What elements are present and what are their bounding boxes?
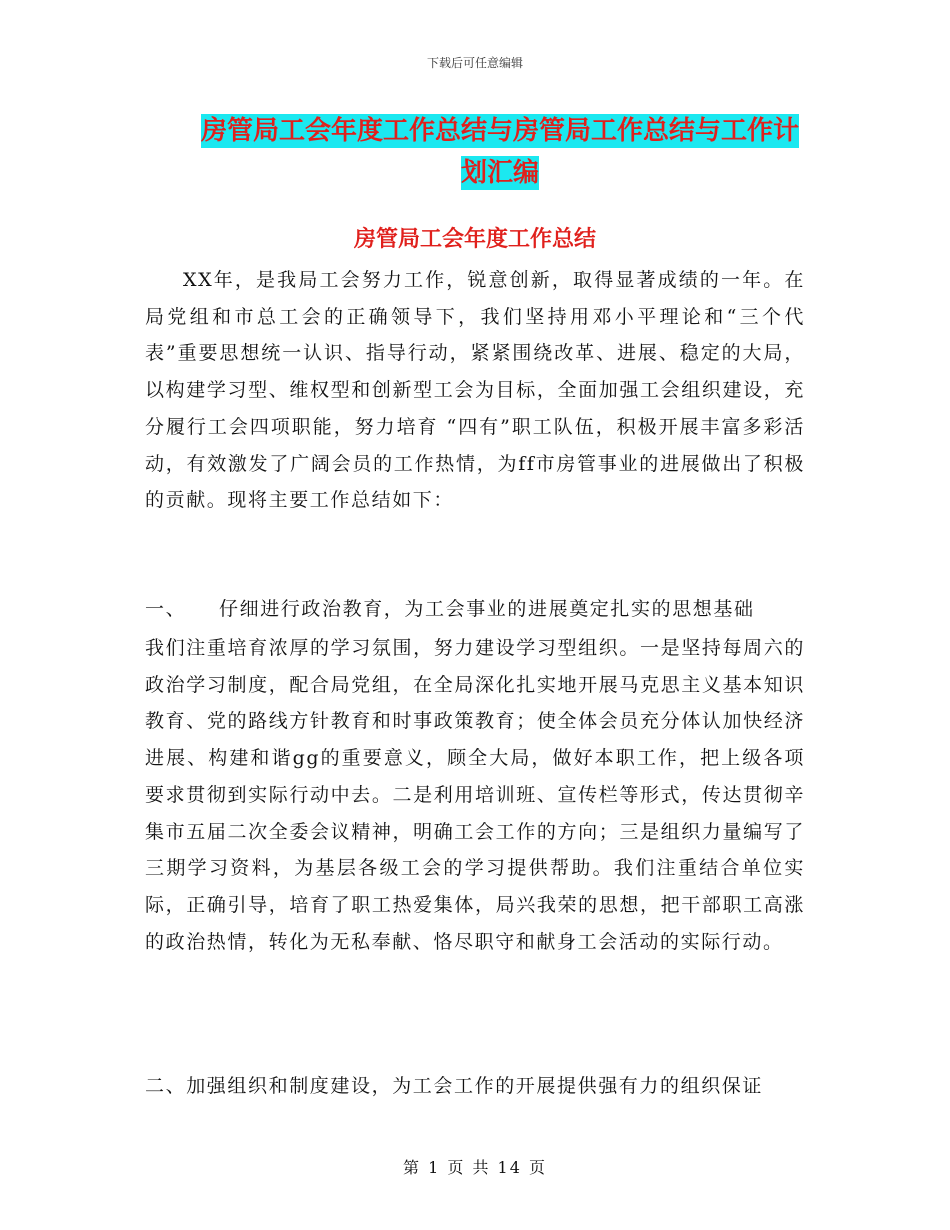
body-paragraph: 我们注重培育浓厚的学习氛围，努力建设学习型组织。一是坚持每周六的政治学习制度，配合局党组，在全局深化扎实地开展马克思主义基本知识教育、党的路线方针教育和时事政策教育；使全体会员充分体认加快经济进展、构建和谐gg的重要意义，顾全大局，做好本职工作，把上级各项要求贯彻到实际行动中去。二是利用培训班、宣传栏等形式，传达贯彻辛集市五届二次全委会议精神，明确工会工作的方向；三是组织力量编写了三期学习资料，为基层各级工会的学习提供帮助。我们注重结合单位实际，正确引导，培育了职工热爱集体，局兴我荣的思想，把干部职工高涨的政治热情，转化为无私奉献、恪尽职守和献身工会活动的实际行动。 [145, 637, 805, 953]
section-heading-1 [145, 594, 805, 621]
section-heading-1-text: 仔细进行政治教育，为工会事业的进展奠定扎实的思想基础 [219, 598, 755, 620]
document-title-text: 房管局工会年度工作总结与房管局工作总结与工作计划汇编 [200, 116, 799, 188]
section-heading-2: 二、加强组织和制度建设，为工会工作的开展提供强有力的组织保证 [145, 1075, 764, 1097]
header-note: 下载后可任意编辑 [426, 56, 523, 70]
intro-paragraph: XX年，是我局工会努力工作，锐意创新，取得显著成绩的一年。在局党组和市总工会的正确领导下，我们坚持用邓小平理论和“三个代表”重要思想统一认识、指导行动，紧紧围绕改革、进展、稳定的大局，以构建学习型、维权型和创新型工会为目标，全面加强工会组织建设，充分履行工会四项职能，努力培育 “四有”职工队伍，积极开展丰富多彩活动，有效激发了广阔会员的工作热情，为ff市房管事业的进展做出了积极的贡献。现将主要工作总结如下： [145, 269, 805, 512]
section-title: 房管局工会年度工作总结 [353, 227, 596, 252]
page-footer: 第 1 页 共 14 页 [403, 1158, 547, 1177]
section-heading-1-number: 一、 [145, 598, 187, 620]
document-title [190, 110, 810, 194]
